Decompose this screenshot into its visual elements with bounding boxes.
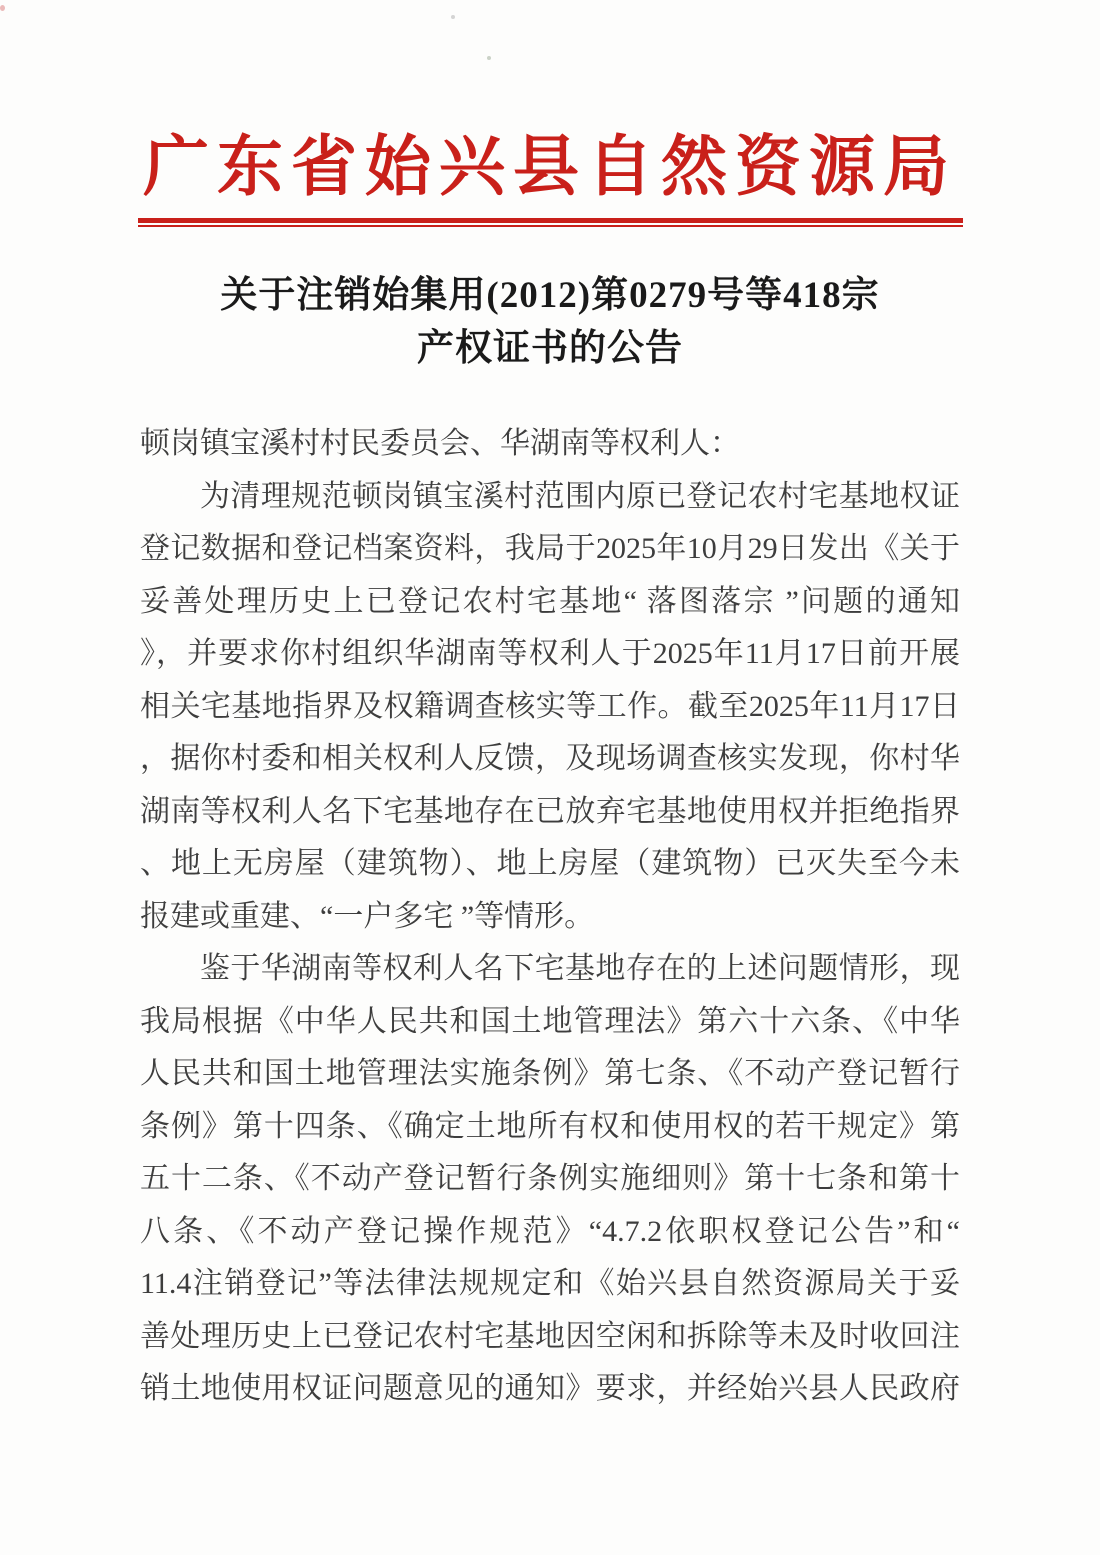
- body-line: ，据你村委和相关权利人反馈，及现场调查核实发现，你村华: [140, 742, 960, 775]
- scan-speck: [487, 56, 491, 60]
- agency-name: 广东省始兴县自然资源局: [143, 131, 957, 204]
- scan-speck: [0, 5, 5, 11]
- document-title-line1: 关于注销始集用(2012)第0279号等418宗: [220, 275, 880, 316]
- body-line: 11.4注销登记”等法律法规规定和《始兴县自然资源局关于妥: [140, 1267, 960, 1300]
- body-line: 善处理历史上已登记农村宅基地因空闲和拆除等未及时收回注: [140, 1319, 960, 1353]
- body-line: 湖南等权利人名下宅基地存在已放弃宅基地使用权并拒绝指界: [140, 794, 960, 828]
- divider-thin-bar: [138, 225, 963, 227]
- document-title: [0, 269, 1100, 375]
- body-line: 销土地使用权证问题意见的通知》要求，并经始兴县人民政府: [140, 1372, 960, 1405]
- document-body: [140, 418, 960, 1416]
- body-line: 》，并要求你村组织华湖南等权利人于2025年11月17日前开展: [140, 637, 960, 670]
- body-line: 我局根据《中华人民共和国土地管理法》第六十六条、《中华: [140, 1004, 960, 1038]
- body-line: 条例》第十四条、《确定土地所有权和使用权的若干规定》第: [140, 1109, 960, 1143]
- paragraphs: [140, 471, 960, 1416]
- body-line: 为清理规范顿岗镇宝溪村范围内原已登记农村宅基地权证: [200, 479, 960, 513]
- body-line: 鉴于华湖南等权利人名下宅基地存在的上述问题情形，现: [200, 952, 960, 985]
- body-line: 相关宅基地指界及权籍调查核实等工作。截至2025年11月17日: [140, 689, 960, 723]
- body-line: 人民共和国土地管理法实施条例》第七条、《不动产登记暂行: [140, 1057, 960, 1090]
- letterhead-divider: [138, 218, 963, 227]
- body-line: 报建或重建、“一户多宅 ”等情形。: [140, 899, 595, 933]
- body-line: 妥善处理历史上已登记农村宅基地“ 落图落宗 ”问题的通知: [140, 584, 960, 618]
- body-line: 、地上无房屋（建筑物）、地上房屋（建筑物）已灭失至今未: [140, 847, 960, 880]
- letterhead: [0, 131, 1100, 227]
- salutation: 顿岗镇宝溪村村民委员会、华湖南等权利人：: [140, 427, 740, 460]
- scan-speck: [451, 15, 455, 19]
- body-line: 五十二条、《不动产登记暂行条例实施细则》第十七条和第十: [140, 1162, 960, 1195]
- body-line: 登记数据和登记档案资料，我局于2025年10月29日发出《关于: [140, 532, 960, 565]
- body-line: 八条、《不动产登记操作规范》“4.7.2依职权登记公告”和“: [140, 1214, 960, 1248]
- document-title-line2: 产权证书的公告: [417, 328, 683, 369]
